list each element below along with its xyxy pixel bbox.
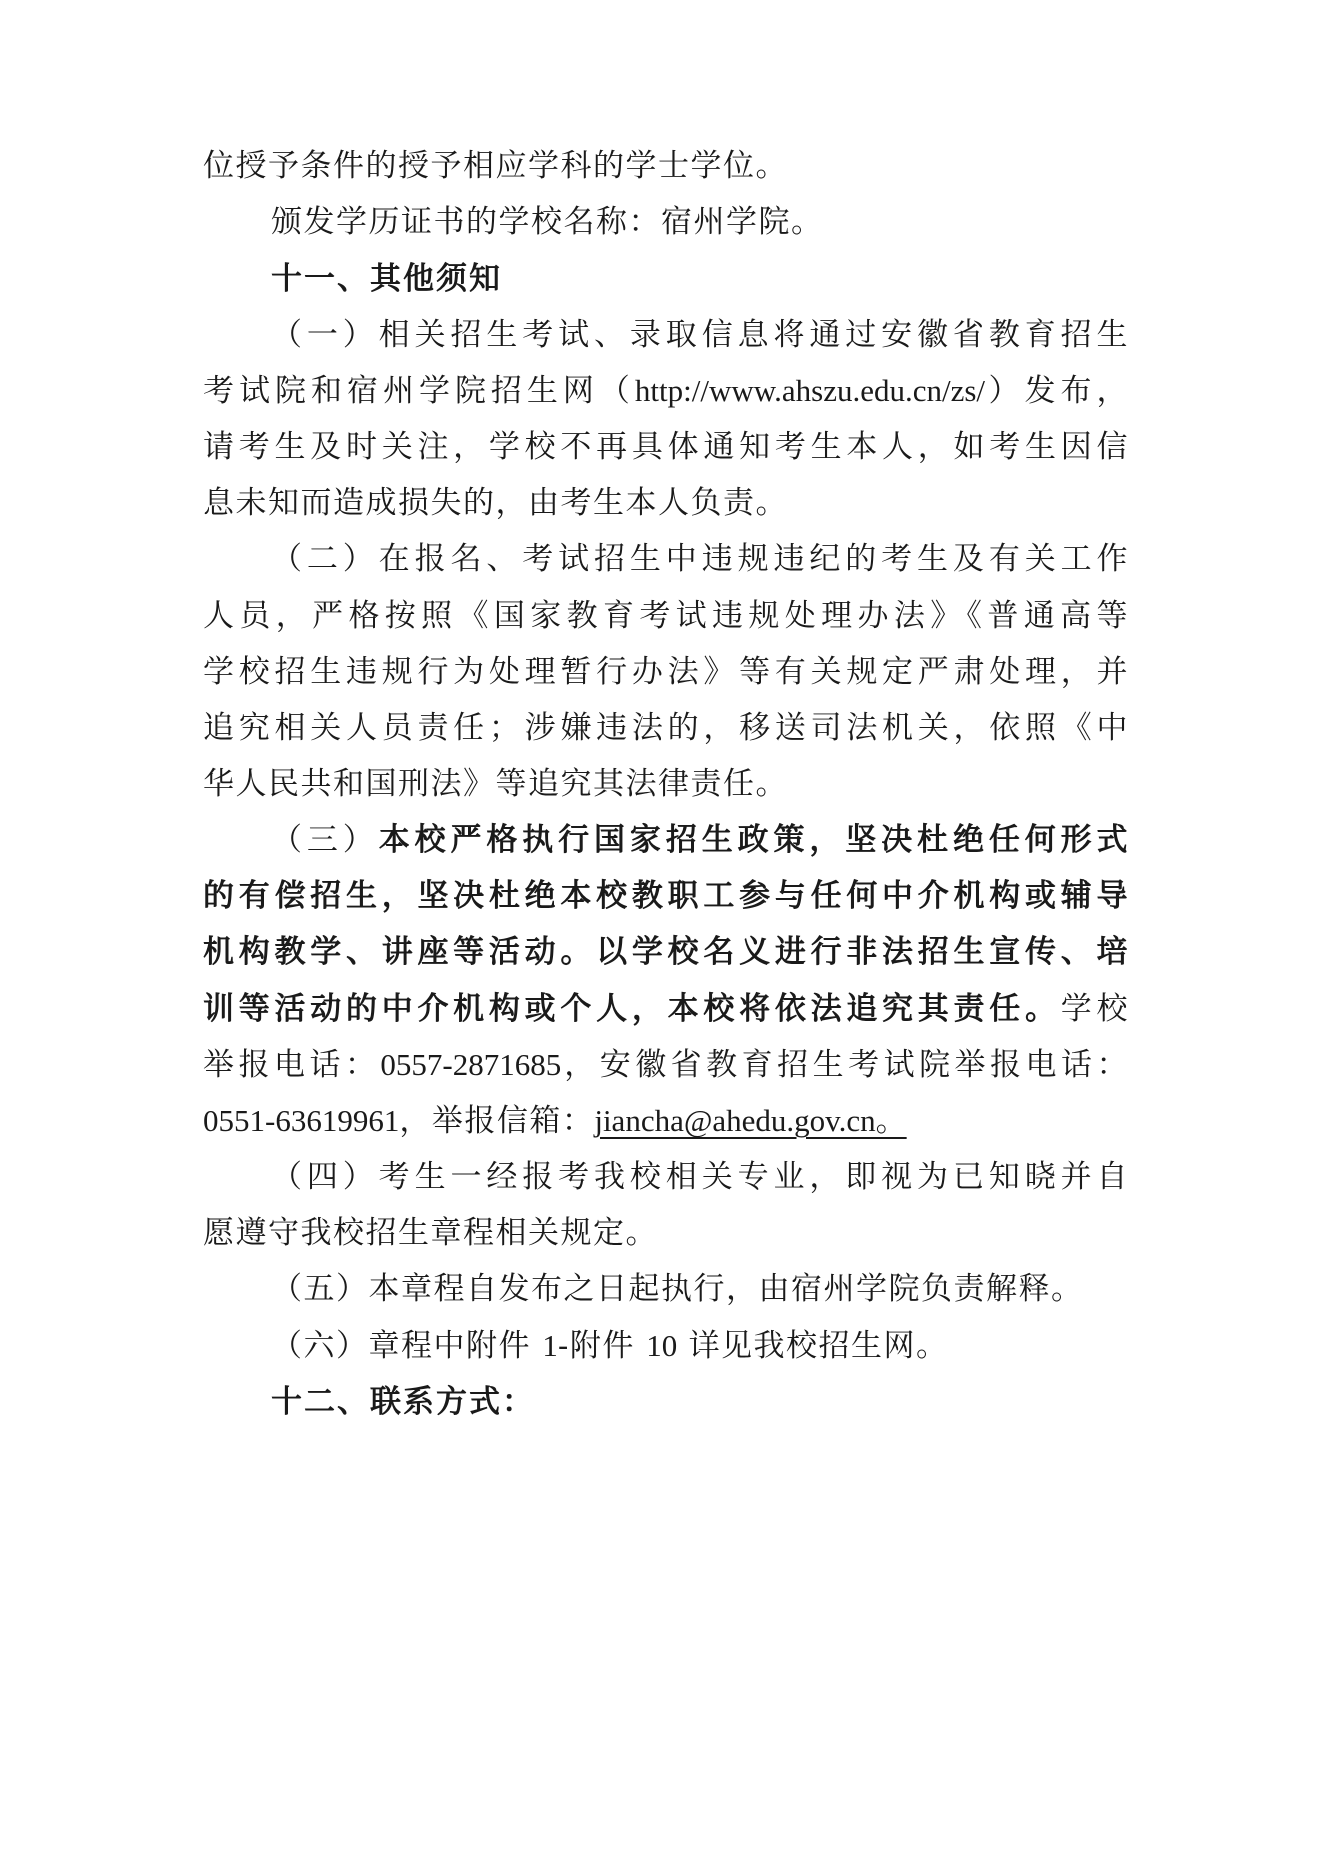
text-line xyxy=(271,1263,1129,1315)
bold-text: 本校严格执行国家招生政策，坚决杜绝任何形式 xyxy=(378,822,1130,858)
text-line xyxy=(203,1095,1129,1147)
text-span: ，安徽省教育招生考试院举报电话： xyxy=(561,1047,1129,1083)
text-line xyxy=(203,926,1129,978)
section-heading-12 xyxy=(271,1376,1129,1428)
text-line xyxy=(271,1320,1129,1372)
text-line xyxy=(203,702,1129,754)
section-heading-11 xyxy=(271,253,1129,305)
text-line xyxy=(271,1151,1129,1203)
text-span: （六）章程中附件 xyxy=(271,1328,531,1364)
bold-text: 的有偿招生，坚决杜绝本校教职工参与任何中介机构或辅导 xyxy=(203,878,1129,914)
bold-text: 机构教学、讲座等活动。以学校名义进行非法招生宣传、培 xyxy=(203,934,1129,970)
text-span: 人员，严格按照《国家教育考试违规处理办法》《普通高等 xyxy=(203,598,1129,634)
text-span: 息未知而造成损失的，由考生本人负责。 xyxy=(203,485,788,521)
text-line xyxy=(203,870,1129,922)
text-line xyxy=(271,309,1129,361)
admissions-url[interactable]: http://www.ahszu.edu.cn/zs/ xyxy=(634,373,986,408)
text-line xyxy=(203,983,1129,1035)
report-email-link[interactable]: jiancha@ahedu.gov.cn。 xyxy=(594,1103,907,1138)
text-line xyxy=(203,140,1129,192)
text-span: 愿遵守我校招生章程相关规定。 xyxy=(203,1215,658,1251)
text-span: （五）本章程自发布之日起执行，由宿州学院负责解释。 xyxy=(271,1271,1084,1307)
text-span: 详见我校招生网。 xyxy=(688,1328,949,1364)
text-span: （三） xyxy=(271,822,379,858)
text-line xyxy=(203,758,1129,810)
text-line xyxy=(203,1207,1129,1259)
text-span: 考试院和宿州学院招生网（ xyxy=(203,373,635,409)
text-span: ，举报信箱： xyxy=(399,1103,595,1139)
text-span: 请考生及时关注，学校不再具体通知考生本人，如考生因信 xyxy=(203,429,1129,465)
text-line xyxy=(271,814,1129,866)
heading-text: 十二、联系方式： xyxy=(271,1384,535,1420)
text-span: ）发布， xyxy=(985,373,1129,409)
text-span: （二）在报名、考试招生中违规违纪的考生及有关工作 xyxy=(271,541,1129,577)
text-span: 学校招生违规行为处理暂行办法》等有关规定严肃处理，并 xyxy=(203,654,1129,690)
text-span: 华人民共和国刑法》等追究其法律责任。 xyxy=(203,766,788,802)
school-phone-number: 0557-2871685 xyxy=(380,1047,562,1082)
text-line xyxy=(203,421,1129,473)
bold-text: 训等活动的中介机构或个人，本校将依法追究其责任。 xyxy=(203,991,1061,1027)
text-span: 举报电话： xyxy=(203,1047,381,1083)
text-span: 1 xyxy=(542,1328,558,1363)
text-span: 颁发学历证书的学校名称：宿州学院。 xyxy=(271,204,824,240)
text-line xyxy=(203,365,1129,417)
text-line xyxy=(203,646,1129,698)
text-line xyxy=(203,1039,1129,1091)
text-span: （四）考生一经报考我校相关专业，即视为已知晓并自 xyxy=(271,1159,1129,1195)
heading-text: 十一、其他须知 xyxy=(271,261,502,297)
text-span: 位授予条件的授予相应学科的学士学位。 xyxy=(203,148,788,184)
text-span: 10 xyxy=(646,1328,678,1363)
text-span: （一）相关招生考试、录取信息将通过安徽省教育招生 xyxy=(271,317,1129,353)
text-span: 学校 xyxy=(1060,991,1130,1027)
text-line xyxy=(271,196,1129,248)
exam-authority-phone-number: 0551-63619961 xyxy=(203,1103,400,1138)
text-span: -附件 xyxy=(557,1328,635,1364)
text-line xyxy=(271,533,1129,585)
text-span: 追究相关人员责任；涉嫌违法的，移送司法机关，依照《中 xyxy=(203,710,1129,746)
text-line xyxy=(203,590,1129,642)
text-line xyxy=(203,477,1129,529)
